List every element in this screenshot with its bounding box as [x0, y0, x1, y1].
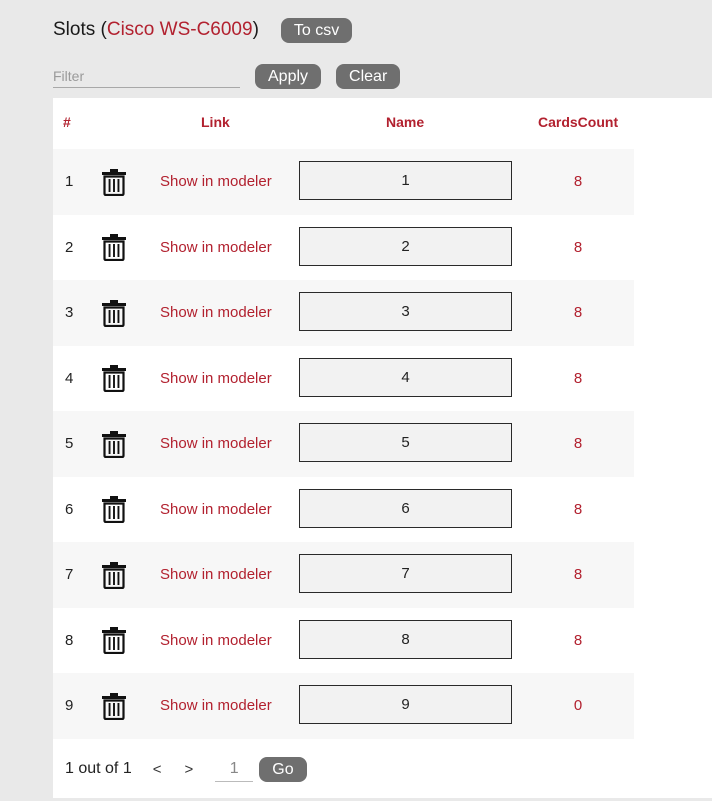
pagination — [65, 756, 307, 782]
cards-count-value: 8 — [573, 566, 583, 584]
row-number: 2 — [65, 238, 74, 256]
column-header-link[interactable]: Link — [201, 114, 230, 130]
slot-name-input[interactable] — [299, 423, 512, 462]
slot-name-input[interactable] — [299, 620, 512, 659]
next-page-button[interactable]: > — [184, 760, 194, 778]
trash-icon[interactable] — [101, 477, 127, 543]
column-header-name[interactable]: Name — [386, 114, 425, 130]
trash-icon[interactable] — [101, 215, 127, 281]
row-number: 1 — [65, 173, 74, 191]
title-suffix: ) — [252, 19, 259, 40]
page-number-input[interactable] — [215, 757, 253, 782]
cards-count-value: 8 — [573, 173, 583, 191]
row-number: 3 — [65, 304, 74, 322]
cards-count-value: 8 — [573, 369, 583, 387]
cards-count-value: 8 — [573, 435, 583, 453]
slot-name-input[interactable] — [299, 227, 512, 266]
row-number: 6 — [65, 500, 74, 518]
cards-count-value: 8 — [573, 500, 583, 518]
page-title — [53, 19, 259, 41]
trash-icon[interactable] — [101, 346, 127, 412]
to-csv-button[interactable]: To csv — [281, 18, 352, 43]
trash-icon[interactable] — [101, 280, 127, 346]
cards-count-value: 8 — [573, 238, 583, 256]
show-in-modeler-link[interactable]: Show in modeler — [160, 566, 272, 584]
slot-name-input[interactable] — [299, 685, 512, 724]
show-in-modeler-link[interactable]: Show in modeler — [160, 697, 272, 715]
cards-count-value: 8 — [573, 631, 583, 649]
slot-name-input[interactable] — [299, 358, 512, 397]
go-button[interactable]: Go — [259, 757, 306, 782]
table-row — [53, 280, 634, 346]
slot-name-input[interactable] — [299, 554, 512, 593]
row-number: 9 — [65, 697, 74, 715]
slot-name-input[interactable] — [299, 292, 512, 331]
show-in-modeler-link[interactable]: Show in modeler — [160, 369, 272, 387]
trash-icon[interactable] — [101, 149, 127, 215]
table-header — [53, 98, 634, 149]
column-header-cards-count[interactable]: CardsCount — [538, 114, 619, 130]
trash-icon[interactable] — [101, 673, 127, 739]
show-in-modeler-link[interactable]: Show in modeler — [160, 304, 272, 322]
table-row — [53, 673, 634, 739]
title-prefix: Slots ( — [53, 19, 107, 40]
clear-button[interactable]: Clear — [336, 64, 400, 89]
table-row — [53, 149, 634, 215]
show-in-modeler-link[interactable]: Show in modeler — [160, 238, 272, 256]
slots-table-panel — [53, 98, 712, 798]
table-row — [53, 411, 634, 477]
table-row — [53, 215, 634, 281]
table-row — [53, 608, 634, 674]
show-in-modeler-link[interactable]: Show in modeler — [160, 631, 272, 649]
show-in-modeler-link[interactable]: Show in modeler — [160, 173, 272, 191]
previous-page-button[interactable]: < — [152, 760, 162, 778]
filter-bar — [53, 63, 400, 89]
cards-count-value: 0 — [573, 697, 583, 715]
column-header-number[interactable]: # — [63, 114, 71, 130]
title-row — [53, 16, 352, 44]
apply-button[interactable]: Apply — [255, 64, 321, 89]
table-row — [53, 477, 634, 543]
filter-input[interactable] — [53, 65, 240, 88]
table-row — [53, 542, 634, 608]
row-number: 8 — [65, 631, 74, 649]
pagination-summary: 1 out of 1 — [65, 760, 132, 777]
row-number: 4 — [65, 369, 74, 387]
trash-icon[interactable] — [101, 542, 127, 608]
trash-icon[interactable] — [101, 608, 127, 674]
row-number: 5 — [65, 435, 74, 453]
table-body — [53, 149, 634, 739]
device-name: Cisco WS-C6009 — [106, 19, 253, 40]
row-number: 7 — [65, 566, 74, 584]
slot-name-input[interactable] — [299, 489, 512, 528]
trash-icon[interactable] — [101, 411, 127, 477]
cards-count-value: 8 — [573, 304, 583, 322]
slot-name-input[interactable] — [299, 161, 512, 200]
show-in-modeler-link[interactable]: Show in modeler — [160, 435, 272, 453]
table-row — [53, 346, 634, 412]
show-in-modeler-link[interactable]: Show in modeler — [160, 500, 272, 518]
